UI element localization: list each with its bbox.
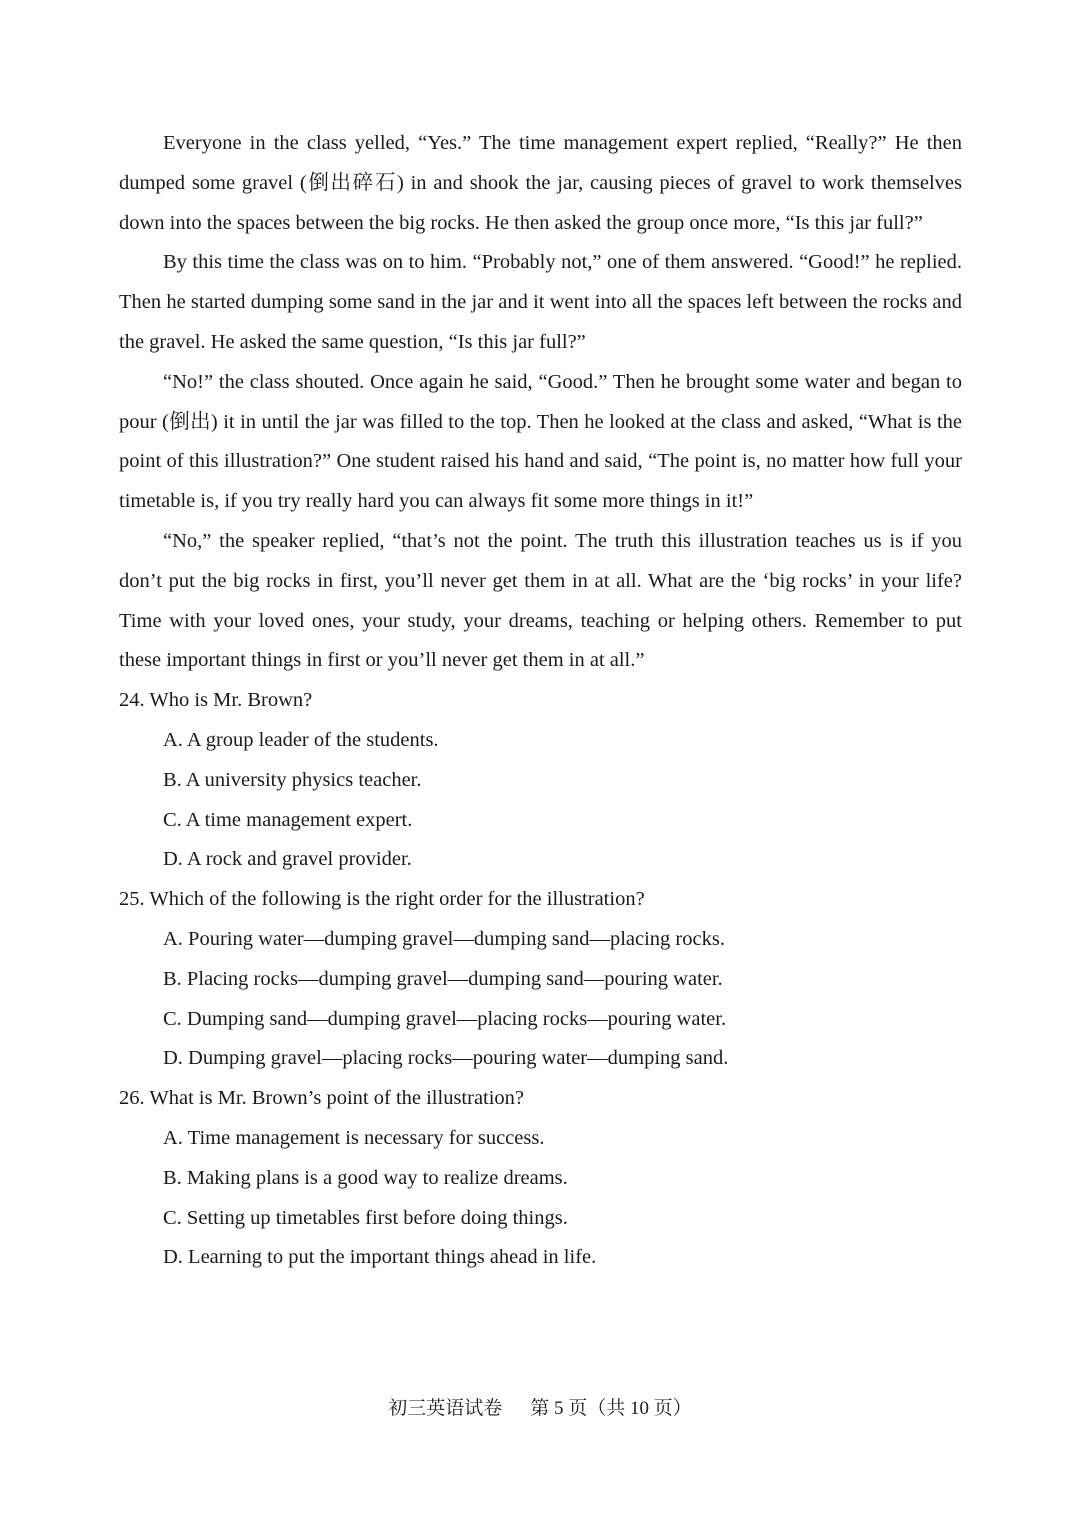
question-26 [119,1079,962,1278]
question-stem: 25. Which of the following is the right order for the illustration? [119,888,645,911]
passage-paragraph-2: By this time the class was on to him. “Probably not,” one of them answered. “Good!” he replied. Then he started dumping some sand in the jar and it went into all the spaces left between the rocks and the gravel. He asked the same question, “Is this jar full?” [119,251,962,353]
exam-page [119,124,962,1278]
page-footer [0,1395,1080,1423]
option-a: A. A group leader of the students. [163,728,439,751]
option-a: A. Pouring water—dumping gravel—dumping sand—placing rocks. [163,927,725,950]
option-b: B. Making plans is a good way to realize dreams. [163,1166,568,1189]
page-number: 第 5 页（共 10 页） [530,1398,692,1419]
option-b: B. A university physics teacher. [163,768,422,791]
option-d: D. Learning to put the important things ahead in life. [163,1246,597,1269]
option-b: B. Placing rocks—dumping gravel—dumping sand—pouring water. [163,967,723,990]
question-24 [119,681,962,880]
passage-paragraph-3: “No!” the class shouted. Once again he said, “Good.” Then he brought some water and began to pour (倒出) it in until the jar was filled to the top. Then he looked at the class and asked, “What is the point of this illustration?” One student raised his hand and said, “The point is, no matter how full your timetable is, if you try really hard you can always fit some more things in it!” [119,370,962,513]
option-d: D. Dumping gravel—placing rocks—pouring water—dumping sand. [163,1047,729,1070]
option-c: C. A time management expert. [163,808,413,831]
option-d: D. A rock and gravel provider. [163,848,412,871]
question-25 [119,880,962,1079]
passage-paragraph-4: “No,” the speaker replied, “that’s not the point. The truth this illustration teaches us is if you don’t put the big rocks in first, you’ll never get them in at all. What are the ‘big rocks’ in your life? Time with your loved ones, your study, your dreams, teaching or helping others. Remember to put these important things in first or you’ll never get them in at all.” [119,529,962,672]
option-c: C. Setting up timetables first before doing things. [163,1206,568,1229]
question-stem: 24. Who is Mr. Brown? [119,689,313,712]
question-stem: 26. What is Mr. Brown’s point of the illustration? [119,1087,525,1110]
option-a: A. Time management is necessary for success. [163,1126,545,1149]
exam-title: 初三英语试卷 [388,1398,503,1419]
passage-paragraph-1: Everyone in the class yelled, “Yes.” The time management expert replied, “Really?” He then dumped some gravel (倒出碎石) in and shook the jar, causing pieces of gravel to work themselves down into the spaces between the big rocks. He then asked the group once more, “Is this jar full?” [119,132,962,234]
option-c: C. Dumping sand—dumping gravel—placing rocks—pouring water. [163,1007,727,1030]
